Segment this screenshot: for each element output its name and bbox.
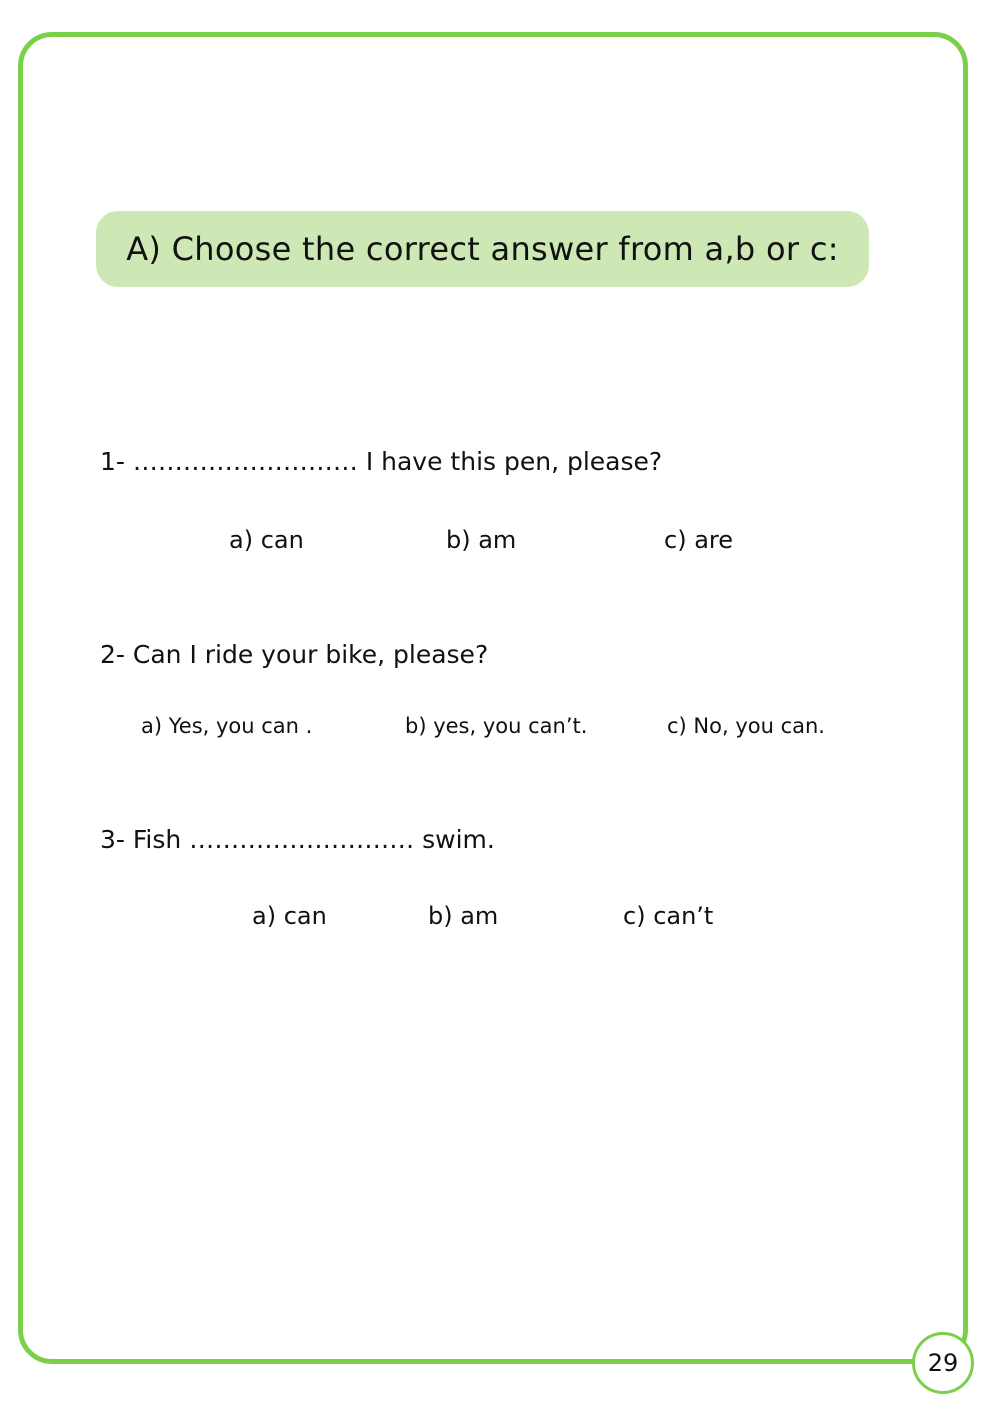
question-1-option-a[interactable]: a) can [229, 526, 304, 554]
instruction-banner [96, 211, 869, 287]
question-1: 1- ……………………… I have this pen, please? [100, 447, 663, 476]
question-2-option-c[interactable]: c) No, you can. [667, 714, 825, 738]
page-number-badge [912, 1332, 974, 1394]
question-3-option-c[interactable]: c) can’t [623, 902, 714, 930]
instruction-title: A) Choose the correct answer from a,b or c: [126, 230, 839, 268]
question-1-option-c[interactable]: c) are [664, 526, 733, 554]
question-2-option-a[interactable]: a) Yes, you can . [141, 714, 313, 738]
question-2-option-b[interactable]: b) yes, you can’t. [405, 714, 588, 738]
question-1-option-b[interactable]: b) am [446, 526, 517, 554]
question-2: 2- Can I ride your bike, please? [100, 640, 489, 669]
page-number: 29 [927, 1349, 959, 1377]
question-3: 3- Fish ……………………… swim. [100, 825, 495, 854]
question-3-option-a[interactable]: a) can [252, 902, 327, 930]
question-3-option-b[interactable]: b) am [428, 902, 499, 930]
